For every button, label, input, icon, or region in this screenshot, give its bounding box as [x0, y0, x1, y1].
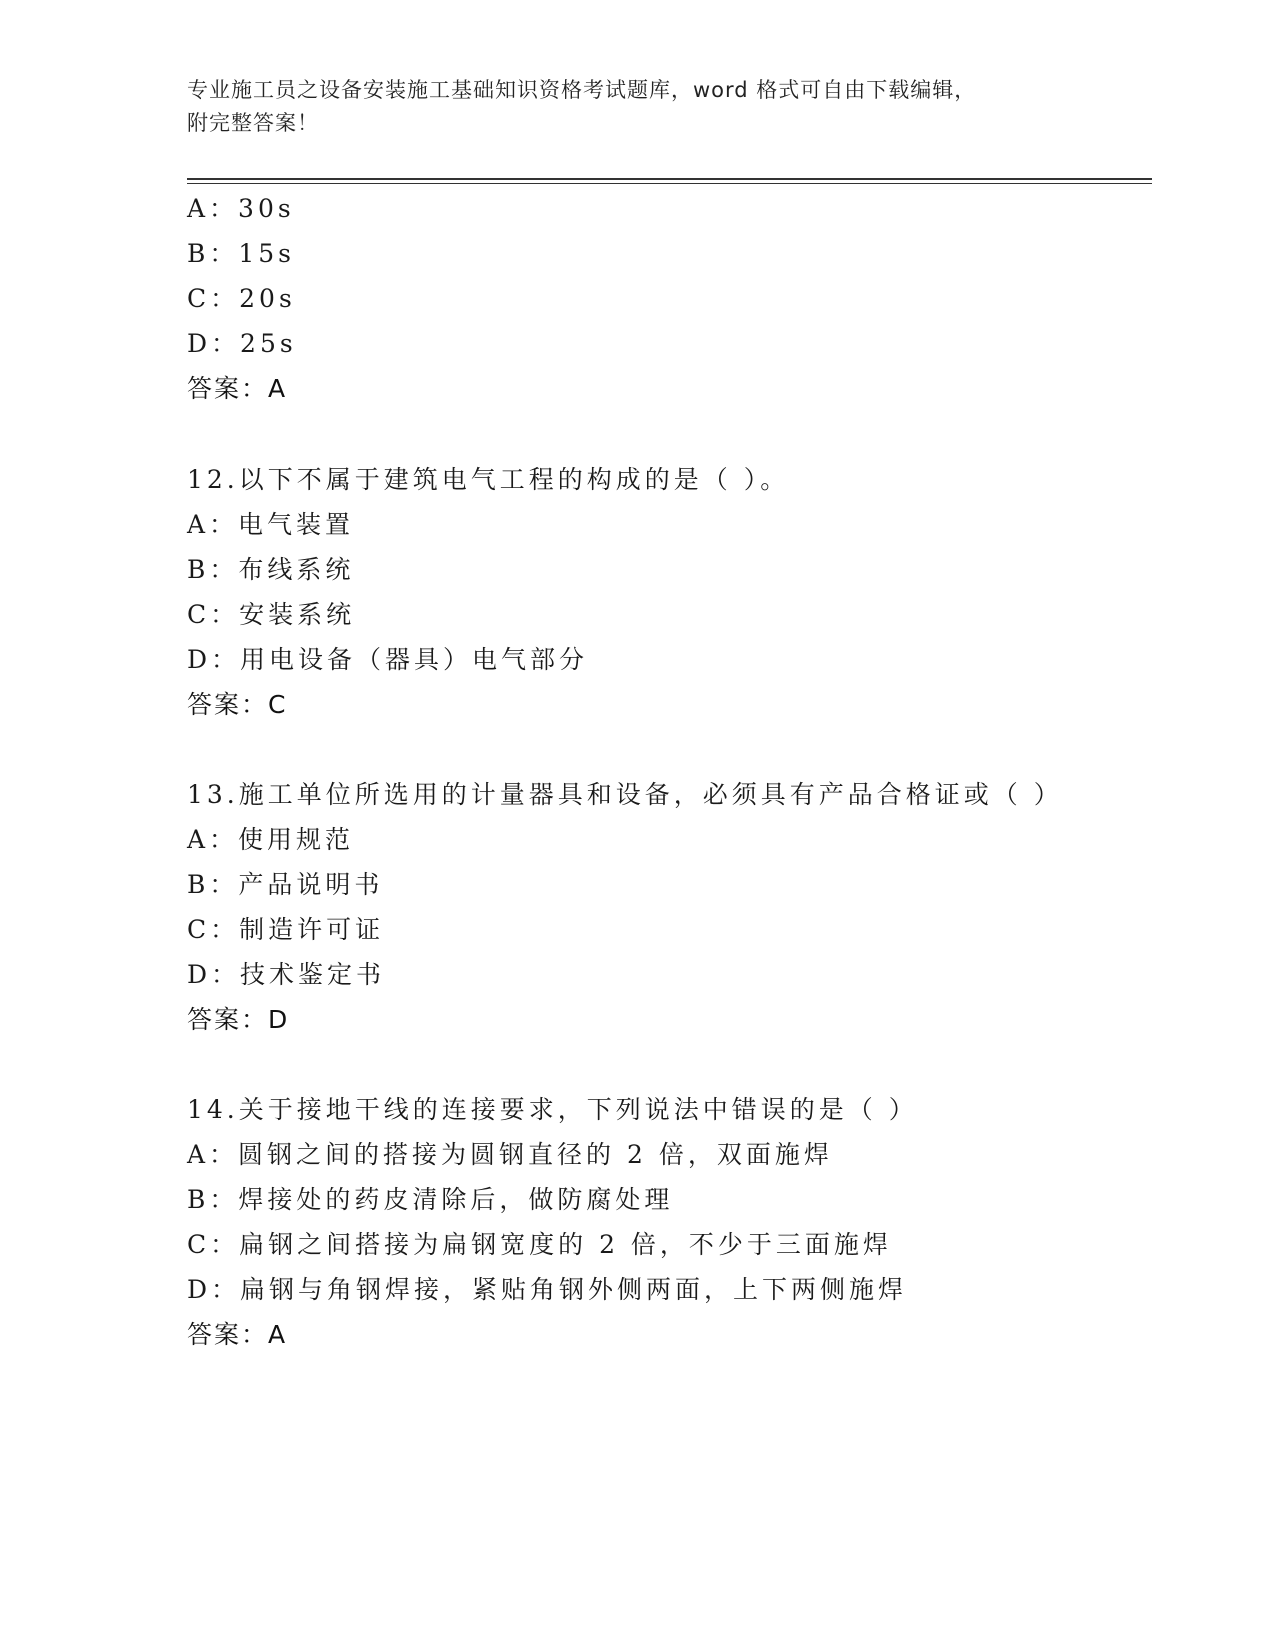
q11-option-c: C：20s — [187, 284, 296, 313]
q14-stem: 14.关于接地干线的连接要求，下列说法中错误的是（ ） — [187, 1095, 918, 1124]
q14-option-c: C：扁钢之间搭接为扁钢宽度的 2 倍，不少于三面施焊 — [187, 1230, 892, 1259]
q12-stem: 12.以下不属于建筑电气工程的构成的是（ ）。 — [187, 465, 790, 494]
q12-option-a: A：电气装置 — [187, 510, 355, 539]
q13-option-d: D：技术鉴定书 — [187, 960, 386, 989]
q13-option-b: B：产品说明书 — [187, 870, 384, 899]
q11-option-d: D：25s — [187, 329, 297, 358]
q13-option-c: C：制造许可证 — [187, 915, 385, 944]
document-header — [187, 74, 1087, 140]
q11-option-b: B：15s — [187, 239, 296, 268]
q12-option-d: D：用电设备（器具）电气部分 — [187, 645, 589, 674]
q12-option-b: B：布线系统 — [187, 555, 355, 584]
q12-option-c: C：安装系统 — [187, 600, 356, 629]
q11-option-a: A：30s — [187, 194, 295, 223]
q11-answer: 答案：A — [187, 374, 288, 403]
q14-option-b: B：焊接处的药皮清除后，做防腐处理 — [187, 1185, 674, 1214]
q13-option-a: A：使用规范 — [187, 825, 355, 854]
header-line-1: 专业施工员之设备安装施工基础知识资格考试题库，word 格式可自由下载编辑， — [187, 78, 977, 102]
header-divider-thick — [187, 178, 1152, 180]
q14-option-a: A：圆钢之间的搭接为圆钢直径的 2 倍，双面施焊 — [187, 1140, 833, 1169]
q14-answer: 答案：A — [187, 1320, 288, 1349]
header-line-2: 附完整答案！ — [187, 111, 319, 135]
q13-answer: 答案：D — [187, 1005, 290, 1034]
q14-option-d: D：扁钢与角钢焊接，紧贴角钢外侧两面，上下两侧施焊 — [187, 1275, 908, 1304]
q12-answer: 答案：C — [187, 690, 288, 719]
header-divider-thin — [187, 183, 1152, 184]
q13-stem: 13.施工单位所选用的计量器具和设备，必须具有产品合格证或（ ） — [187, 780, 1063, 809]
